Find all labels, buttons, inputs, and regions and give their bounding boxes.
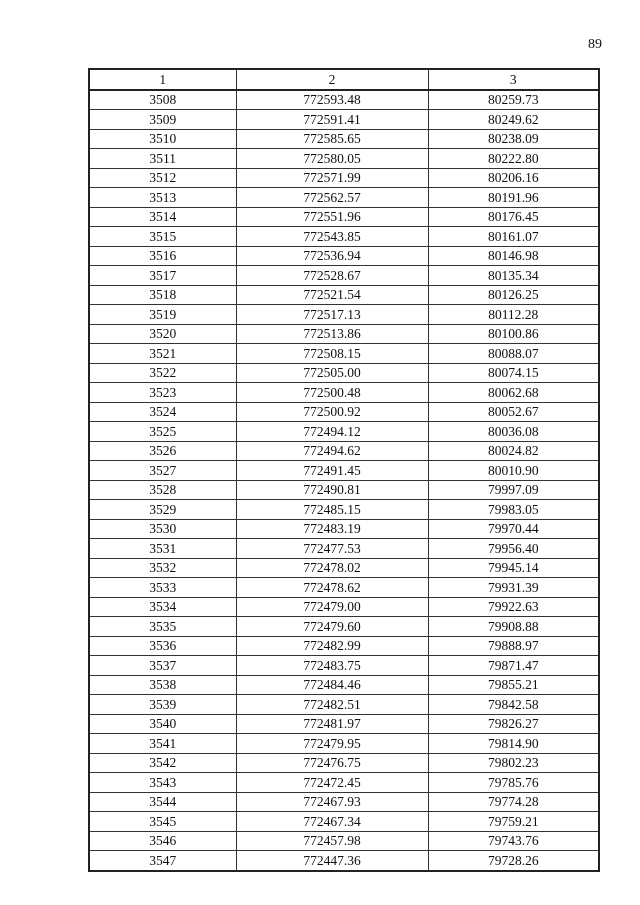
y-coordinate-cell: 79983.05 <box>428 500 599 520</box>
y-coordinate-cell: 79945.14 <box>428 558 599 578</box>
x-coordinate-cell: 772591.41 <box>236 110 428 130</box>
x-coordinate-cell: 772528.67 <box>236 266 428 286</box>
point-number-cell: 3531 <box>89 539 236 559</box>
y-coordinate-cell: 79997.09 <box>428 480 599 500</box>
table-row <box>89 168 599 188</box>
y-coordinate-cell: 79931.39 <box>428 578 599 598</box>
x-coordinate-cell: 772500.92 <box>236 402 428 422</box>
column-header-1: 1 <box>89 69 236 90</box>
table-header <box>89 69 599 90</box>
y-coordinate-cell: 80062.68 <box>428 383 599 403</box>
table-row <box>89 344 599 364</box>
point-number-cell: 3511 <box>89 149 236 169</box>
point-number-cell: 3545 <box>89 812 236 832</box>
point-number-cell: 3518 <box>89 285 236 305</box>
y-coordinate-cell: 80100.86 <box>428 324 599 344</box>
page-number: 89 <box>588 37 602 52</box>
x-coordinate-cell: 772467.34 <box>236 812 428 832</box>
x-coordinate-cell: 772491.45 <box>236 461 428 481</box>
x-coordinate-cell: 772467.93 <box>236 792 428 812</box>
y-coordinate-cell: 79774.28 <box>428 792 599 812</box>
y-coordinate-cell: 79888.97 <box>428 636 599 656</box>
y-coordinate-cell: 80259.73 <box>428 90 599 110</box>
point-number-cell: 3536 <box>89 636 236 656</box>
table-row <box>89 636 599 656</box>
point-number-cell: 3515 <box>89 227 236 247</box>
table-row <box>89 90 599 110</box>
table-row <box>89 500 599 520</box>
table-row <box>89 324 599 344</box>
table-row <box>89 675 599 695</box>
x-coordinate-cell: 772447.36 <box>236 851 428 871</box>
table-row <box>89 812 599 832</box>
x-coordinate-cell: 772513.86 <box>236 324 428 344</box>
x-coordinate-cell: 772580.05 <box>236 149 428 169</box>
point-number-cell: 3520 <box>89 324 236 344</box>
table-row <box>89 402 599 422</box>
point-number-cell: 3534 <box>89 597 236 617</box>
y-coordinate-cell: 79871.47 <box>428 656 599 676</box>
table-row <box>89 227 599 247</box>
x-coordinate-cell: 772521.54 <box>236 285 428 305</box>
point-number-cell: 3527 <box>89 461 236 481</box>
y-coordinate-cell: 79802.23 <box>428 753 599 773</box>
y-coordinate-cell: 80146.98 <box>428 246 599 266</box>
y-coordinate-cell: 79759.21 <box>428 812 599 832</box>
y-coordinate-cell: 80191.96 <box>428 188 599 208</box>
point-number-cell: 3546 <box>89 831 236 851</box>
x-coordinate-cell: 772571.99 <box>236 168 428 188</box>
point-number-cell: 3538 <box>89 675 236 695</box>
table-row <box>89 695 599 715</box>
point-number-cell: 3533 <box>89 578 236 598</box>
x-coordinate-cell: 772562.57 <box>236 188 428 208</box>
table-row <box>89 617 599 637</box>
table-row <box>89 441 599 461</box>
point-number-cell: 3539 <box>89 695 236 715</box>
y-coordinate-cell: 79826.27 <box>428 714 599 734</box>
x-coordinate-cell: 772494.62 <box>236 441 428 461</box>
table-row <box>89 422 599 442</box>
y-coordinate-cell: 80249.62 <box>428 110 599 130</box>
y-coordinate-cell: 80112.28 <box>428 305 599 325</box>
point-number-cell: 3530 <box>89 519 236 539</box>
x-coordinate-cell: 772593.48 <box>236 90 428 110</box>
x-coordinate-cell: 772478.02 <box>236 558 428 578</box>
column-header-3: 3 <box>428 69 599 90</box>
point-number-cell: 3540 <box>89 714 236 734</box>
y-coordinate-cell: 80052.67 <box>428 402 599 422</box>
x-coordinate-cell: 772483.19 <box>236 519 428 539</box>
y-coordinate-cell: 80010.90 <box>428 461 599 481</box>
coordinates-table <box>88 68 600 872</box>
x-coordinate-cell: 772494.12 <box>236 422 428 442</box>
x-coordinate-cell: 772481.97 <box>236 714 428 734</box>
x-coordinate-cell: 772483.75 <box>236 656 428 676</box>
y-coordinate-cell: 80036.08 <box>428 422 599 442</box>
table-row <box>89 734 599 754</box>
x-coordinate-cell: 772482.99 <box>236 636 428 656</box>
y-coordinate-cell: 79855.21 <box>428 675 599 695</box>
y-coordinate-cell: 79908.88 <box>428 617 599 637</box>
y-coordinate-cell: 80074.15 <box>428 363 599 383</box>
column-header-2: 2 <box>236 69 428 90</box>
x-coordinate-cell: 772484.46 <box>236 675 428 695</box>
x-coordinate-cell: 772543.85 <box>236 227 428 247</box>
y-coordinate-cell: 79814.90 <box>428 734 599 754</box>
y-coordinate-cell: 79956.40 <box>428 539 599 559</box>
table-row <box>89 519 599 539</box>
table-row <box>89 266 599 286</box>
x-coordinate-cell: 772476.75 <box>236 753 428 773</box>
point-number-cell: 3544 <box>89 792 236 812</box>
x-coordinate-cell: 772517.13 <box>236 305 428 325</box>
point-number-cell: 3522 <box>89 363 236 383</box>
x-coordinate-cell: 772482.51 <box>236 695 428 715</box>
x-coordinate-cell: 772536.94 <box>236 246 428 266</box>
point-number-cell: 3525 <box>89 422 236 442</box>
point-number-cell: 3541 <box>89 734 236 754</box>
table-row <box>89 831 599 851</box>
table-row <box>89 578 599 598</box>
point-number-cell: 3528 <box>89 480 236 500</box>
table-row <box>89 597 599 617</box>
table-row <box>89 558 599 578</box>
x-coordinate-cell: 772490.81 <box>236 480 428 500</box>
table-row <box>89 149 599 169</box>
table-row <box>89 110 599 130</box>
header-row <box>89 69 599 90</box>
point-number-cell: 3529 <box>89 500 236 520</box>
y-coordinate-cell: 79922.63 <box>428 597 599 617</box>
table-row <box>89 461 599 481</box>
point-number-cell: 3512 <box>89 168 236 188</box>
x-coordinate-cell: 772585.65 <box>236 129 428 149</box>
x-coordinate-cell: 772505.00 <box>236 363 428 383</box>
y-coordinate-cell: 79728.26 <box>428 851 599 871</box>
point-number-cell: 3509 <box>89 110 236 130</box>
table-row <box>89 480 599 500</box>
point-number-cell: 3523 <box>89 383 236 403</box>
point-number-cell: 3521 <box>89 344 236 364</box>
point-number-cell: 3535 <box>89 617 236 637</box>
point-number-cell: 3516 <box>89 246 236 266</box>
point-number-cell: 3542 <box>89 753 236 773</box>
x-coordinate-cell: 772500.48 <box>236 383 428 403</box>
table-row <box>89 363 599 383</box>
point-number-cell: 3519 <box>89 305 236 325</box>
x-coordinate-cell: 772551.96 <box>236 207 428 227</box>
table-row <box>89 792 599 812</box>
table-row <box>89 773 599 793</box>
x-coordinate-cell: 772472.45 <box>236 773 428 793</box>
table-row <box>89 129 599 149</box>
x-coordinate-cell: 772485.15 <box>236 500 428 520</box>
table-row <box>89 753 599 773</box>
point-number-cell: 3508 <box>89 90 236 110</box>
table-row <box>89 207 599 227</box>
point-number-cell: 3526 <box>89 441 236 461</box>
table-row <box>89 851 599 871</box>
table-row <box>89 539 599 559</box>
point-number-cell: 3510 <box>89 129 236 149</box>
x-coordinate-cell: 772477.53 <box>236 539 428 559</box>
x-coordinate-cell: 772479.00 <box>236 597 428 617</box>
table-row <box>89 285 599 305</box>
table-row <box>89 305 599 325</box>
y-coordinate-cell: 80024.82 <box>428 441 599 461</box>
y-coordinate-cell: 80238.09 <box>428 129 599 149</box>
point-number-cell: 3513 <box>89 188 236 208</box>
y-coordinate-cell: 79785.76 <box>428 773 599 793</box>
y-coordinate-cell: 80161.07 <box>428 227 599 247</box>
table-row <box>89 383 599 403</box>
x-coordinate-cell: 772508.15 <box>236 344 428 364</box>
y-coordinate-cell: 80135.34 <box>428 266 599 286</box>
y-coordinate-cell: 79970.44 <box>428 519 599 539</box>
x-coordinate-cell: 772457.98 <box>236 831 428 851</box>
y-coordinate-cell: 79842.58 <box>428 695 599 715</box>
point-number-cell: 3543 <box>89 773 236 793</box>
y-coordinate-cell: 80206.16 <box>428 168 599 188</box>
y-coordinate-cell: 79743.76 <box>428 831 599 851</box>
point-number-cell: 3547 <box>89 851 236 871</box>
point-number-cell: 3532 <box>89 558 236 578</box>
point-number-cell: 3524 <box>89 402 236 422</box>
table-row <box>89 714 599 734</box>
point-number-cell: 3514 <box>89 207 236 227</box>
y-coordinate-cell: 80088.07 <box>428 344 599 364</box>
y-coordinate-cell: 80176.45 <box>428 207 599 227</box>
x-coordinate-cell: 772479.60 <box>236 617 428 637</box>
point-number-cell: 3517 <box>89 266 236 286</box>
y-coordinate-cell: 80222.80 <box>428 149 599 169</box>
point-number-cell: 3537 <box>89 656 236 676</box>
x-coordinate-cell: 772478.62 <box>236 578 428 598</box>
x-coordinate-cell: 772479.95 <box>236 734 428 754</box>
table-body <box>89 90 599 871</box>
table-row <box>89 656 599 676</box>
table-row <box>89 246 599 266</box>
table-row <box>89 188 599 208</box>
y-coordinate-cell: 80126.25 <box>428 285 599 305</box>
